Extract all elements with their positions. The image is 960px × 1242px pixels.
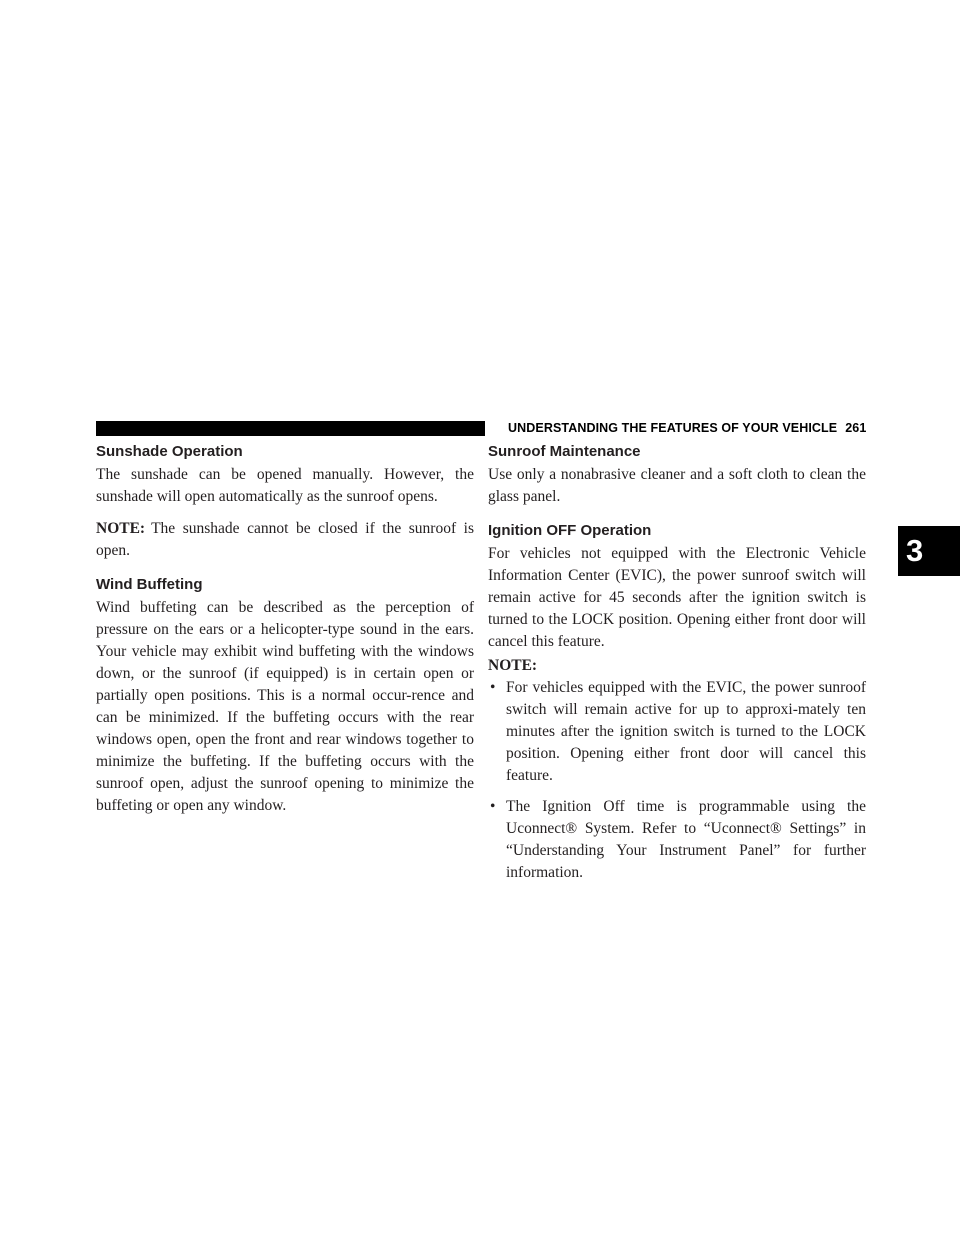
ignition-note-list bbox=[488, 677, 866, 884]
wind-body: Wind buffeting can be described as the perception of pressure on the ears or a helicopter-type sound in the ears. Your vehicle may exhibit wind buffeting with the windows down, or the sunroof (if equipped) is in certain open or partially open positions. This is a normal occur-rence and can be minimized. If the buffeting occurs with the rear windows open, open the front and rear windows together to minimize the buffeting. If the buffeting occurs with the sunroof open, adjust the sunroof opening to minimize the buffeting or open any window. bbox=[96, 599, 474, 814]
sunshade-note-text: The sunshade cannot be closed if the sunroof is open. bbox=[96, 520, 474, 559]
list-item bbox=[488, 796, 866, 884]
page-number: 261 bbox=[845, 421, 867, 435]
chapter-tab: 3 bbox=[898, 526, 960, 576]
bullet-text: For vehicles equipped with the EVIC, the power sunroof switch will remain active for up to approxi-mately ten minutes after the ignition switch is turned to the LOCK position. Opening either front door will cancel this feature. bbox=[506, 679, 866, 784]
ignition-heading: Ignition OFF Operation bbox=[488, 522, 652, 539]
bullet-text: The Ignition Off time is programmable using the Uconnect® System. Refer to “Uconnect® Settings” in “Understanding Your Instrument Panel” for further information. bbox=[506, 798, 866, 881]
maintenance-body: Use only a nonabrasive cleaner and a soft cloth to clean the glass panel. bbox=[488, 466, 866, 505]
running-header bbox=[508, 420, 866, 437]
ignition-body: For vehicles not equipped with the Electronic Vehicle Information Center (EVIC), the power sunroof switch will remain active for 45 seconds after the ignition switch is turned to the LOCK position. Opening either front door will cancel this feature. bbox=[488, 545, 866, 650]
header-rule-bar bbox=[96, 421, 485, 436]
sunshade-body: The sunshade can be opened manually. However, the sunshade will open automatically as the sunroof opens. bbox=[96, 466, 474, 505]
wind-heading: Wind Buffeting bbox=[96, 576, 203, 593]
maintenance-heading: Sunroof Maintenance bbox=[488, 443, 641, 460]
note-label: NOTE: bbox=[96, 520, 146, 537]
chapter-title: UNDERSTANDING THE FEATURES OF YOUR VEHICLE bbox=[508, 421, 838, 435]
list-item bbox=[488, 677, 866, 787]
left-column bbox=[96, 442, 474, 817]
ignition-note-label: NOTE: bbox=[488, 657, 538, 674]
bullet-glyph: • bbox=[490, 679, 496, 696]
sunshade-note bbox=[96, 518, 474, 562]
sunshade-heading: Sunshade Operation bbox=[96, 443, 243, 460]
right-column bbox=[488, 442, 866, 893]
bullet-glyph: • bbox=[490, 798, 496, 815]
